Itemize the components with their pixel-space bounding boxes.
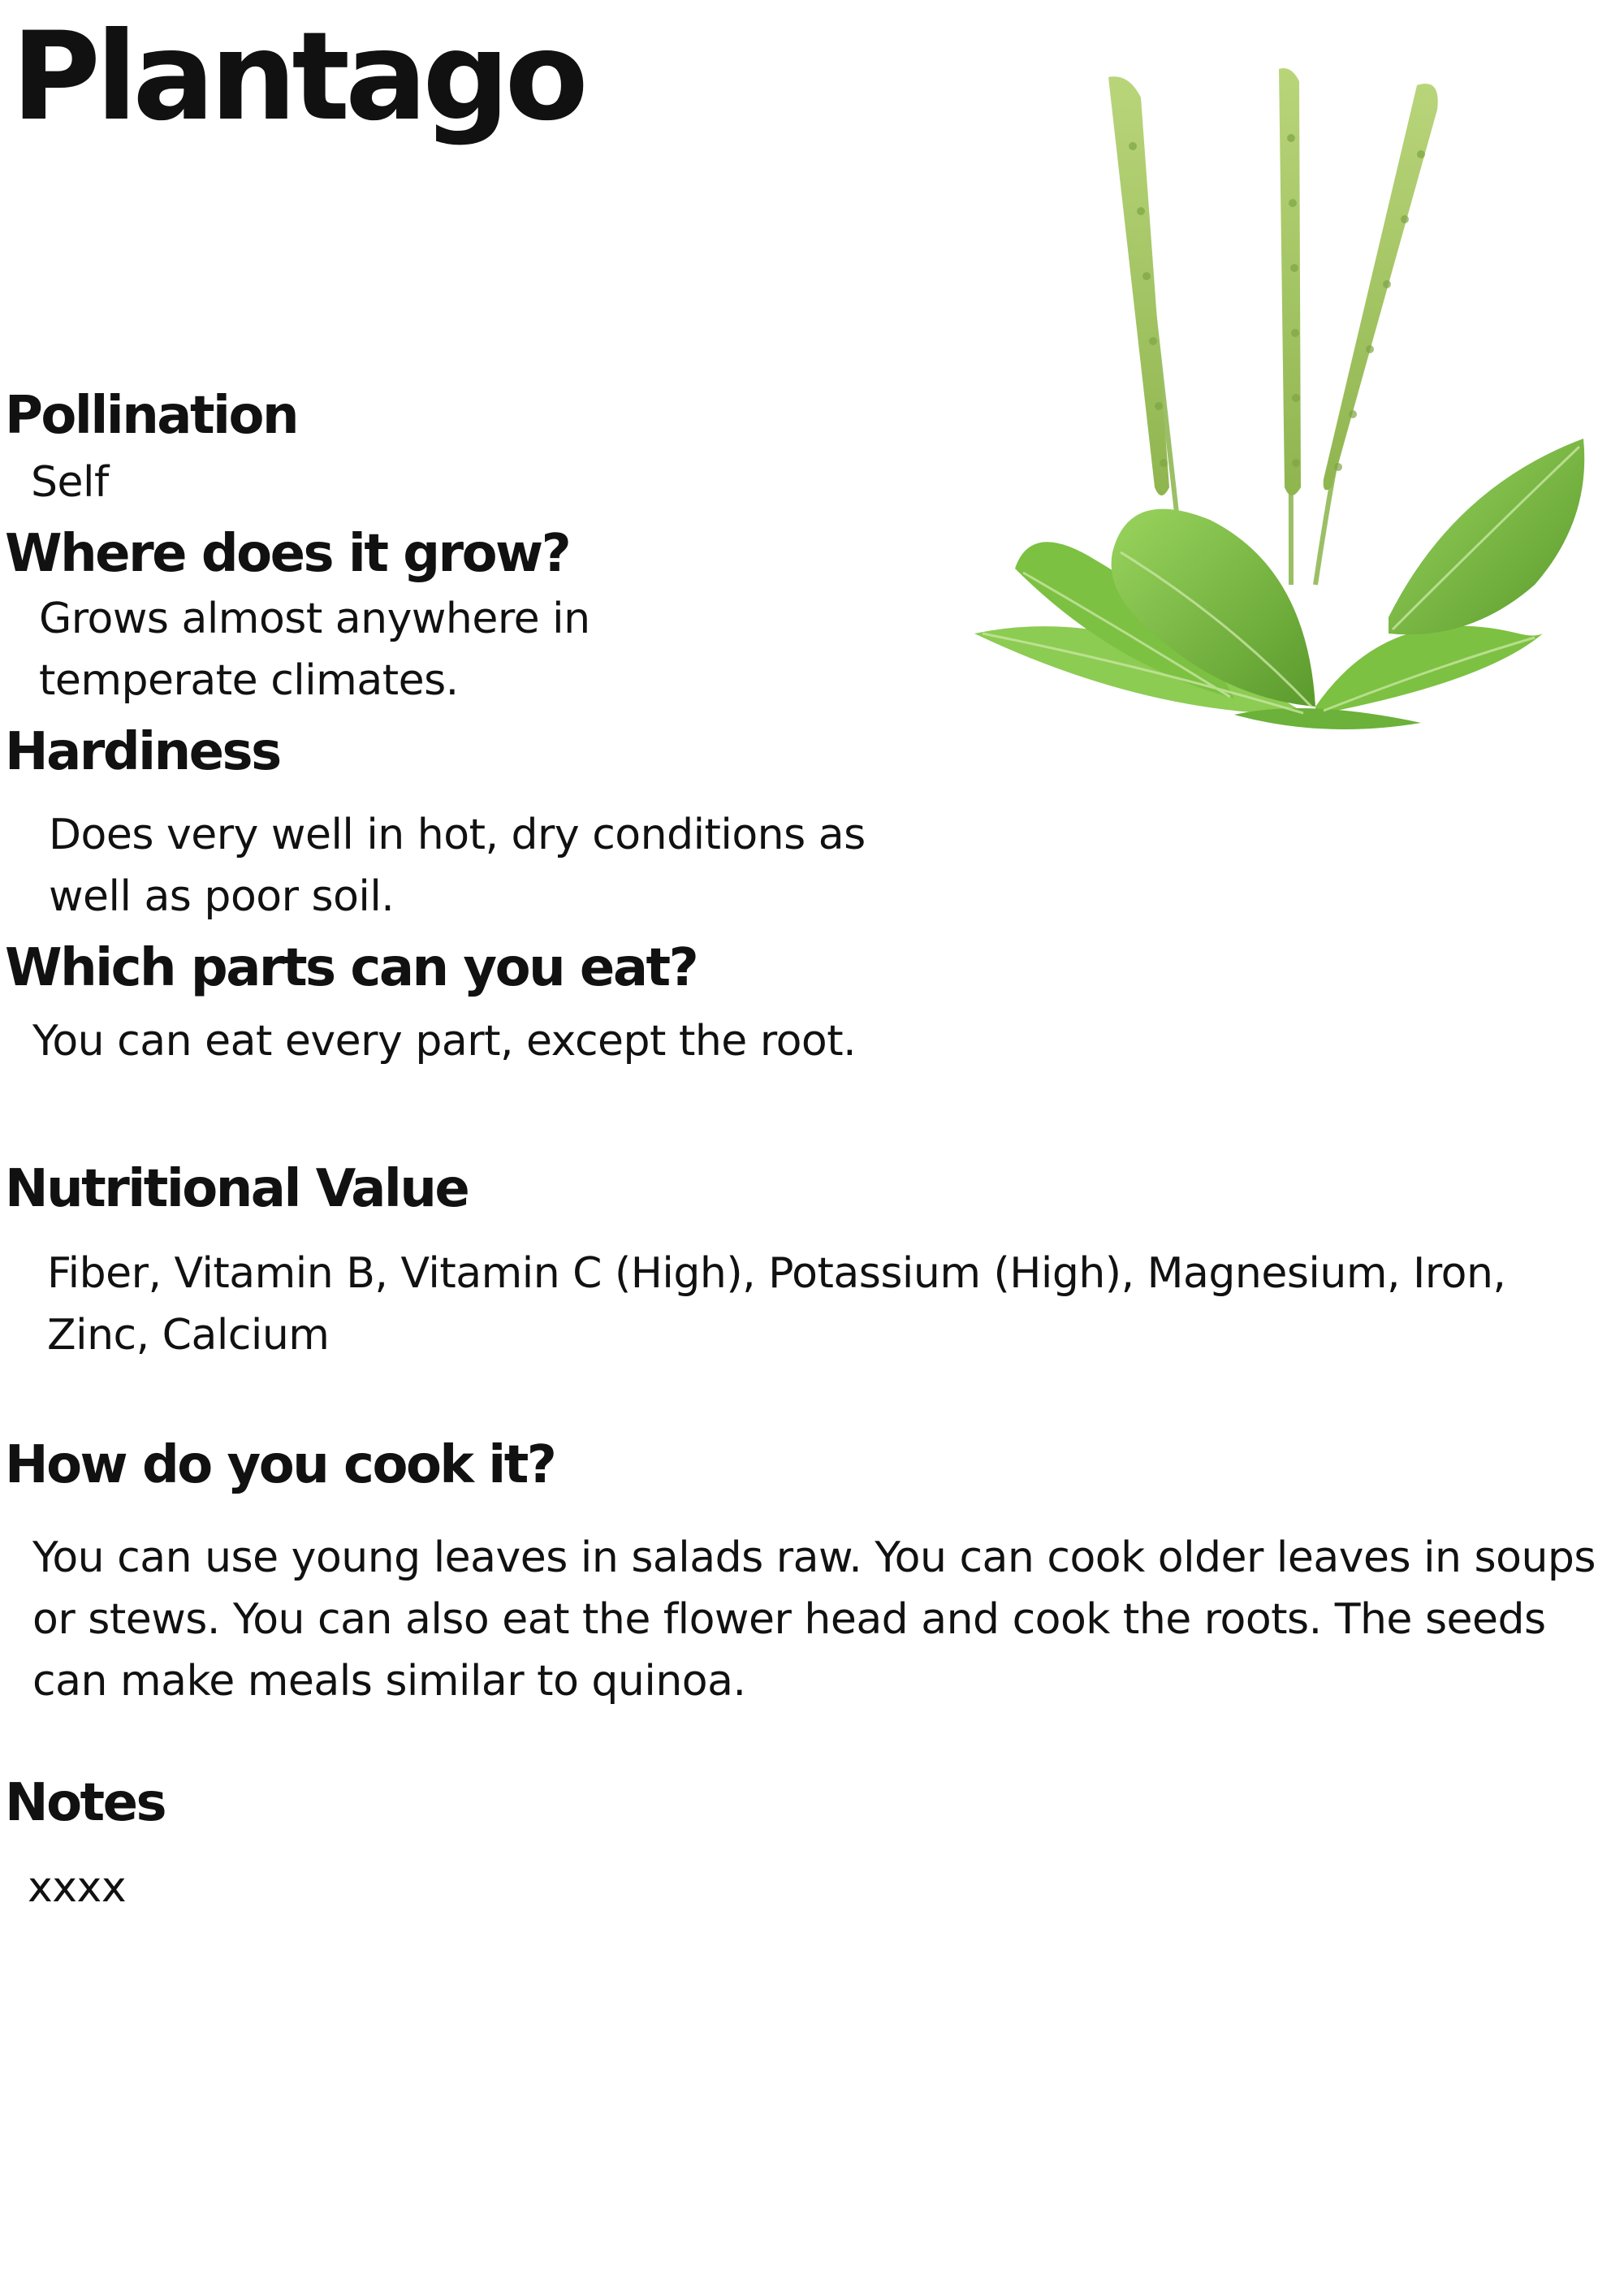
where-text: Grows almost anywhere in temperate climates.	[39, 595, 590, 705]
nutrition-heading: Nutritional Value	[5, 1159, 469, 1219]
nutrition-text: Fiber, Vitamin B, Vitamin C (High), Potassium (High), Magnesium, Iron, Zinc, Calcium	[47, 1249, 1506, 1360]
pollination-text: Self	[31, 458, 109, 507]
where-heading: Where does it grow?	[5, 524, 570, 584]
notes-heading: Notes	[5, 1773, 166, 1833]
hardiness-heading: Hardiness	[5, 722, 280, 782]
cook-text: You can use young leaves in salads raw. You can cook older leaves in soups or stews. You can also eat the flower head and cook the roots. The seeds can make meals similar to quinoa.	[32, 1533, 1596, 1706]
parts-text: You can eat every part, except the root.	[32, 1017, 857, 1066]
cook-heading: How do you cook it?	[5, 1435, 555, 1495]
leaves	[974, 439, 1584, 729]
plantago-plant-icon	[966, 65, 1600, 747]
flower-stalks	[1129, 81, 1429, 585]
hardiness-text: Does very well in hot, dry conditions as well as poor soil.	[49, 811, 866, 921]
parts-heading: Which parts can you eat?	[5, 938, 698, 998]
notes-text: xxxx	[28, 1863, 127, 1912]
pollination-heading: Pollination	[5, 386, 297, 446]
page-title: Plantago	[11, 6, 584, 148]
